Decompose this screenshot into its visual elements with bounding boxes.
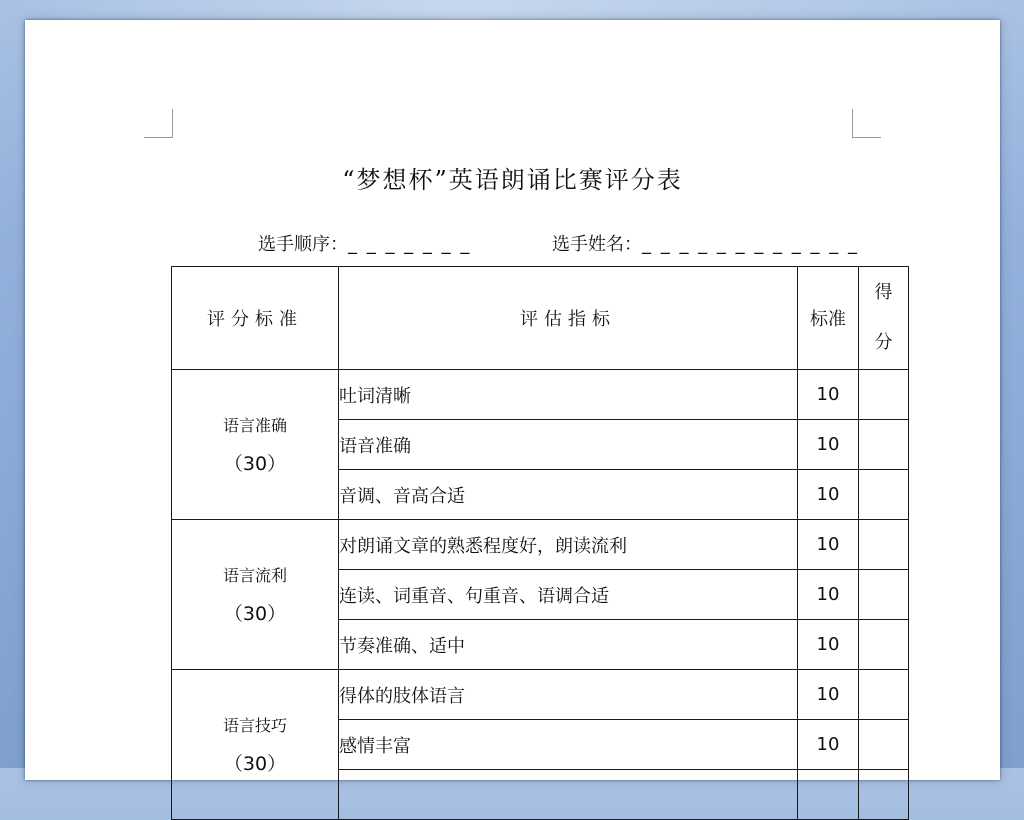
category-name: 语言技巧 [222, 715, 287, 735]
standard-cell: 10 [798, 570, 859, 620]
contestant-order-blank: _ _ _ _ _ _ _ [348, 234, 472, 255]
contestant-name-line [552, 230, 859, 256]
header-standard: 标准 [798, 267, 859, 370]
header-score [859, 267, 909, 370]
indicator-cell: 吐词清晰 [339, 370, 798, 420]
standard-cell: 10 [798, 620, 859, 670]
crop-mark-top-right [852, 109, 881, 138]
score-input-cell[interactable] [859, 570, 909, 620]
table-row [172, 370, 909, 420]
indicator-cell: 感情丰富 [339, 720, 798, 770]
score-input-cell[interactable] [859, 620, 909, 670]
document-title: “梦想杯”英语朗诵比赛评分表 [342, 166, 683, 194]
standard-cell: 10 [798, 670, 859, 720]
indicator-cell: 得体的肢体语言 [339, 670, 798, 720]
contestant-name-blank: _ _ _ _ _ _ _ _ _ _ _ _ [642, 234, 859, 255]
score-input-cell[interactable] [859, 670, 909, 720]
category-name: 语言准确 [222, 415, 287, 435]
header-score-line1: 得 [874, 282, 893, 303]
category-points: （30） [223, 602, 287, 625]
score-input-cell[interactable] [859, 770, 909, 820]
score-input-cell[interactable] [859, 370, 909, 420]
indicator-cell: 节奏准确、适中 [339, 620, 798, 670]
category-cell [172, 520, 339, 670]
category-cell [172, 670, 339, 820]
indicator-cell [339, 770, 798, 820]
category-cell [172, 370, 339, 520]
table-row [172, 670, 909, 720]
header-criteria: 评分标准 [172, 267, 339, 370]
standard-cell: 10 [798, 520, 859, 570]
indicator-cell: 对朗诵文章的熟悉程度好，朗读流利 [339, 520, 798, 570]
score-input-cell[interactable] [859, 520, 909, 570]
standard-cell: 10 [798, 370, 859, 420]
category-points: （30） [223, 452, 287, 475]
score-input-cell[interactable] [859, 420, 909, 470]
score-input-cell[interactable] [859, 720, 909, 770]
table-header-row [172, 267, 909, 370]
header-score-line2: 分 [874, 332, 893, 353]
category-name: 语言流利 [222, 565, 287, 585]
category-points: （30） [223, 752, 287, 775]
standard-cell: 10 [798, 470, 859, 520]
indicator-cell: 音调、音高合适 [339, 470, 798, 520]
table-row [172, 520, 909, 570]
score-input-cell[interactable] [859, 470, 909, 520]
indicator-cell: 连读、词重音、句重音、语调合适 [339, 570, 798, 620]
indicator-cell: 语音准确 [339, 420, 798, 470]
standard-cell: 10 [798, 720, 859, 770]
contestant-order-label: 选手顺序： [258, 234, 348, 255]
crop-mark-top-left [144, 109, 173, 138]
header-indicator: 评估指标 [339, 267, 798, 370]
score-table [171, 266, 909, 820]
standard-cell: 10 [798, 420, 859, 470]
standard-cell [798, 770, 859, 820]
contestant-name-label: 选手姓名： [552, 234, 642, 255]
contestant-order-line [258, 230, 471, 256]
document-page [25, 20, 1000, 780]
